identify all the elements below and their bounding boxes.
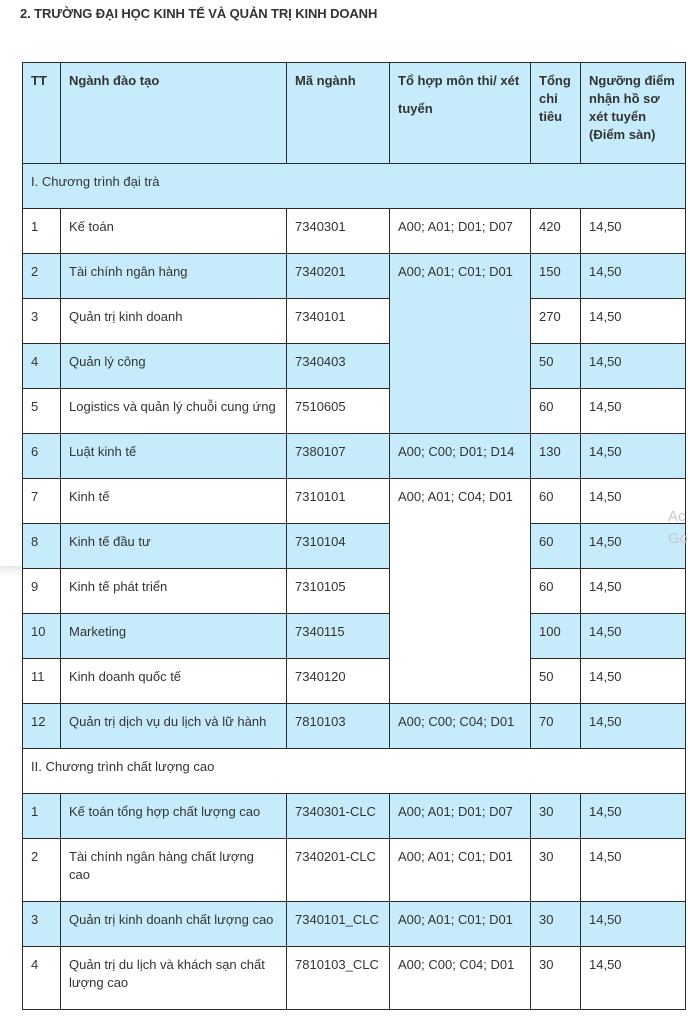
activation-watermark: Ac Go: [668, 508, 688, 547]
cell-ma: 7340301: [287, 209, 390, 254]
cell-ma: 7340301-CLC: [287, 794, 390, 839]
cell-tt: 3: [23, 299, 61, 344]
cell-tt: 1: [23, 209, 61, 254]
table-row: [23, 389, 686, 434]
table-row: [23, 794, 686, 839]
table-row: [23, 902, 686, 947]
cell-tt: 3: [23, 902, 61, 947]
cell-ma: 7340201: [287, 254, 390, 299]
cell-tt: 6: [23, 434, 61, 479]
col-header-chitieu: Tổng chỉ tiêu: [531, 63, 581, 164]
section-title: II. Chương trình chất lượng cao: [23, 749, 686, 794]
cell-ma: 7340115: [287, 614, 390, 659]
cell-tohop: A00; C00; C04; D01: [390, 704, 531, 749]
cell-chitieu: 50: [531, 344, 581, 389]
cell-chitieu: 60: [531, 389, 581, 434]
section-row: [23, 164, 686, 209]
table-row: [23, 524, 686, 569]
cell-diem: 14,50: [581, 434, 686, 479]
col-header-tt: TT: [23, 63, 61, 164]
cell-diem: 14,50: [581, 569, 686, 614]
cell-tohop: A00; A01; C01; D01: [390, 902, 531, 947]
cell-chitieu: 60: [531, 479, 581, 524]
cell-chitieu: 270: [531, 299, 581, 344]
table-row: [23, 614, 686, 659]
cell-tt: 8: [23, 524, 61, 569]
cell-diem: 14,50: [581, 902, 686, 947]
cell-chitieu: 150: [531, 254, 581, 299]
cell-ma: 7310101: [287, 479, 390, 524]
cell-ma: 7340120: [287, 659, 390, 704]
cell-nganh: Kinh doanh quốc tế: [61, 659, 287, 704]
cell-ma: 7810103_CLC: [287, 947, 390, 1010]
col-header-tohop: Tổ hợp môn thi/ xét tuyển: [390, 63, 531, 164]
cell-chitieu: 70: [531, 704, 581, 749]
cell-chitieu: 60: [531, 524, 581, 569]
cell-nganh: Quản trị du lịch và khách sạn chất lượng cao: [61, 947, 287, 1010]
cell-nganh: Quản trị kinh doanh chất lượng cao: [61, 902, 287, 947]
cell-nganh: Tài chính ngân hàng: [61, 254, 287, 299]
cell-tohop: A00; A01; C01; D01: [390, 254, 531, 434]
cell-chitieu: 30: [531, 902, 581, 947]
table-row: [23, 344, 686, 389]
cell-tohop: A00; A01; C01; D01: [390, 839, 531, 902]
cell-nganh: Kế toán: [61, 209, 287, 254]
cell-nganh: Kinh tế đầu tư: [61, 524, 287, 569]
cell-tt: 1: [23, 794, 61, 839]
cell-chitieu: 60: [531, 569, 581, 614]
cell-ma: 7310105: [287, 569, 390, 614]
table-row: [23, 704, 686, 749]
col-header-nganh: Ngành đào tạo: [61, 63, 287, 164]
cell-tt: 4: [23, 947, 61, 1010]
table-row: [23, 569, 686, 614]
cell-diem: 14,50: [581, 794, 686, 839]
cell-tohop: A00; A01; D01; D07: [390, 209, 531, 254]
table-row: [23, 434, 686, 479]
cell-tt: 2: [23, 254, 61, 299]
cell-ma: 7380107: [287, 434, 390, 479]
cell-nganh: Marketing: [61, 614, 287, 659]
cell-nganh: Quản lý công: [61, 344, 287, 389]
table-row: [23, 659, 686, 704]
cell-chitieu: 130: [531, 434, 581, 479]
cell-tohop: A00; A01; D01; D07: [390, 794, 531, 839]
table-row: [23, 947, 686, 1010]
cell-diem: 14,50: [581, 299, 686, 344]
cell-ma: 7340403: [287, 344, 390, 389]
section-row: [23, 749, 686, 794]
section-title: I. Chương trình đại trà: [23, 164, 686, 209]
table-row: [23, 209, 686, 254]
cell-tt: 4: [23, 344, 61, 389]
cell-diem: 14,50: [581, 479, 686, 524]
cell-tohop: A00; A01; C04; D01: [390, 479, 531, 704]
cell-ma: 7310104: [287, 524, 390, 569]
cell-tt: 12: [23, 704, 61, 749]
cell-diem: 14,50: [581, 947, 686, 1010]
cell-nganh: Kinh tế phát triển: [61, 569, 287, 614]
cell-nganh: Kinh tế: [61, 479, 287, 524]
cell-nganh: Luật kinh tế: [61, 434, 287, 479]
cell-nganh: Logistics và quản lý chuỗi cung ứng: [61, 389, 287, 434]
cell-nganh: Tài chính ngân hàng chất lượng cao: [61, 839, 287, 902]
table-row: [23, 839, 686, 902]
cell-tt: 9: [23, 569, 61, 614]
cell-tohop: A00; C00; C04; D01: [390, 947, 531, 1010]
cell-chitieu: 50: [531, 659, 581, 704]
cell-chitieu: 30: [531, 839, 581, 902]
cell-diem: 14,50: [581, 614, 686, 659]
cell-diem: 14,50: [581, 389, 686, 434]
admission-table: [22, 62, 686, 1010]
cell-diem: 14,50: [581, 344, 686, 389]
cell-ma: 7340201-CLC: [287, 839, 390, 902]
cell-tt: 5: [23, 389, 61, 434]
cell-chitieu: 30: [531, 794, 581, 839]
cell-nganh: Kế toán tổng hợp chất lượng cao: [61, 794, 287, 839]
cell-chitieu: 30: [531, 947, 581, 1010]
cell-nganh: Quản trị kinh doanh: [61, 299, 287, 344]
cell-ma: 7510605: [287, 389, 390, 434]
cell-tt: 7: [23, 479, 61, 524]
cell-diem: 14,50: [581, 839, 686, 902]
cell-tt: 10: [23, 614, 61, 659]
cell-ma: 7340101: [287, 299, 390, 344]
cell-tt: 2: [23, 839, 61, 902]
col-header-nguong: Ngưỡng điểm nhận hồ sơ xét tuyển (Điểm sàn): [581, 63, 686, 164]
table-row: [23, 299, 686, 344]
table-row: [23, 254, 686, 299]
cell-chitieu: 420: [531, 209, 581, 254]
page-heading: 2. TRƯỜNG ĐẠI HỌC KINH TẾ VÀ QUẢN TRỊ KINH DOANH: [20, 6, 378, 21]
col-header-ma: Mã ngành: [287, 63, 390, 164]
cell-tt: 11: [23, 659, 61, 704]
cell-nganh: Quản trị dịch vụ du lịch và lữ hành: [61, 704, 287, 749]
cell-ma: 7810103: [287, 704, 390, 749]
cell-diem: 14,50: [581, 524, 686, 569]
table-row: [23, 479, 686, 524]
cell-chitieu: 100: [531, 614, 581, 659]
cell-tohop: A00; C00; D01; D14: [390, 434, 531, 479]
header-row: [23, 63, 686, 164]
cell-diem: 14,50: [581, 704, 686, 749]
cell-diem: 14,50: [581, 209, 686, 254]
cell-diem: 14,50: [581, 659, 686, 704]
cell-diem: 14,50: [581, 254, 686, 299]
cell-ma: 7340101_CLC: [287, 902, 390, 947]
